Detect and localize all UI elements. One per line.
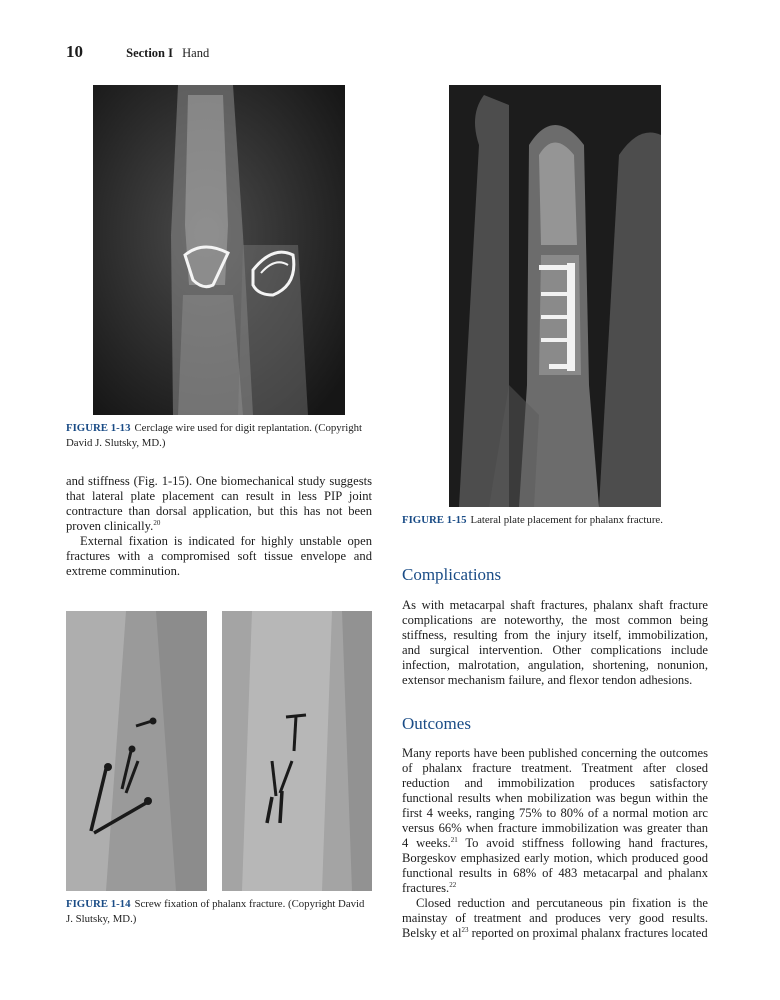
caption-text: Cerclage wire used for digit replantation. (Copyright David J. Slutsky, MD.) <box>66 422 363 449</box>
reference: 22 <box>449 880 457 889</box>
figure-label: FIGURE 1-14 <box>66 898 131 910</box>
section-label: Section I <box>126 46 173 60</box>
figure-1-14-xray-left <box>66 611 207 891</box>
paragraph-text: and stiffness (Fig. 1-15). One biomechanical study suggests that lateral plate placement can result in less PIP joint contracture than dorsal application, but this has not been proven clinically. <box>66 474 372 533</box>
left-column-text <box>66 474 372 579</box>
chapter-label: Hand <box>182 46 210 60</box>
caption-text: Screw fixation of phalanx fracture. (Copyright David J. Slutsky, MD.) <box>66 898 365 925</box>
paragraph: As with metacarpal shaft fractures, phalanx shaft fracture complications are noteworthy, the most common being stiffness, resulting from the injury itself, immobilization, and surgical intervention. Other complications include infection, malrotation, angulation, shortening, nonunion, extensor mechanism failure, and flexor tendon adhesions. <box>402 598 708 687</box>
figure-label: FIGURE 1-15 <box>402 514 467 526</box>
figure-1-13-xray <box>93 85 345 415</box>
running-header <box>66 42 209 62</box>
paragraph-text: reported on proximal phalanx fractures located <box>468 926 708 940</box>
page-number: 10 <box>66 42 83 61</box>
outcomes-text <box>402 746 708 941</box>
paragraph-text: To avoid stiffness following hand fractures, Borgeskov emphasized early motion, which produced good functional results in 68% of 483 metacarpal and phalanx fractures. <box>402 836 708 895</box>
paragraph: External fixation is indicated for highly unstable open fractures with a compromised soft tissue envelope and extreme comminution. <box>66 534 372 578</box>
figure-1-14-xray-right <box>222 611 372 891</box>
figure-1-13-caption <box>66 421 372 450</box>
paragraph-text: Closed reduction and percutaneous pin fixation is the mainstay of treatment and produces very good results. Belsky et al <box>402 896 708 940</box>
figure-1-15-xray <box>449 85 661 507</box>
reference: 21 <box>450 835 458 844</box>
outcomes-heading: Outcomes <box>402 714 471 733</box>
caption-text: Lateral plate placement for phalanx fracture. <box>470 514 663 526</box>
paragraph <box>402 896 708 941</box>
reference: 20 <box>153 518 161 527</box>
figure-label: FIGURE 1-13 <box>66 422 131 434</box>
paragraph-text: Many reports have been published concerning the outcomes of phalanx fracture treatment. Treatment after closed reduction and immobilization produces satisfactory functional results when mobilization was begun within the first 4 weeks, ranging 75% to 80% of a normal motion arc versus 66% when fracture immobilization was greater than 4 weeks. <box>402 746 708 850</box>
paragraph <box>402 746 708 896</box>
figure-1-14-caption <box>66 897 372 926</box>
paragraph <box>66 474 372 534</box>
reference: 23 <box>461 925 469 934</box>
complications-heading: Complications <box>402 565 502 584</box>
complications-text <box>402 598 708 688</box>
figure-1-15-caption <box>402 513 722 528</box>
